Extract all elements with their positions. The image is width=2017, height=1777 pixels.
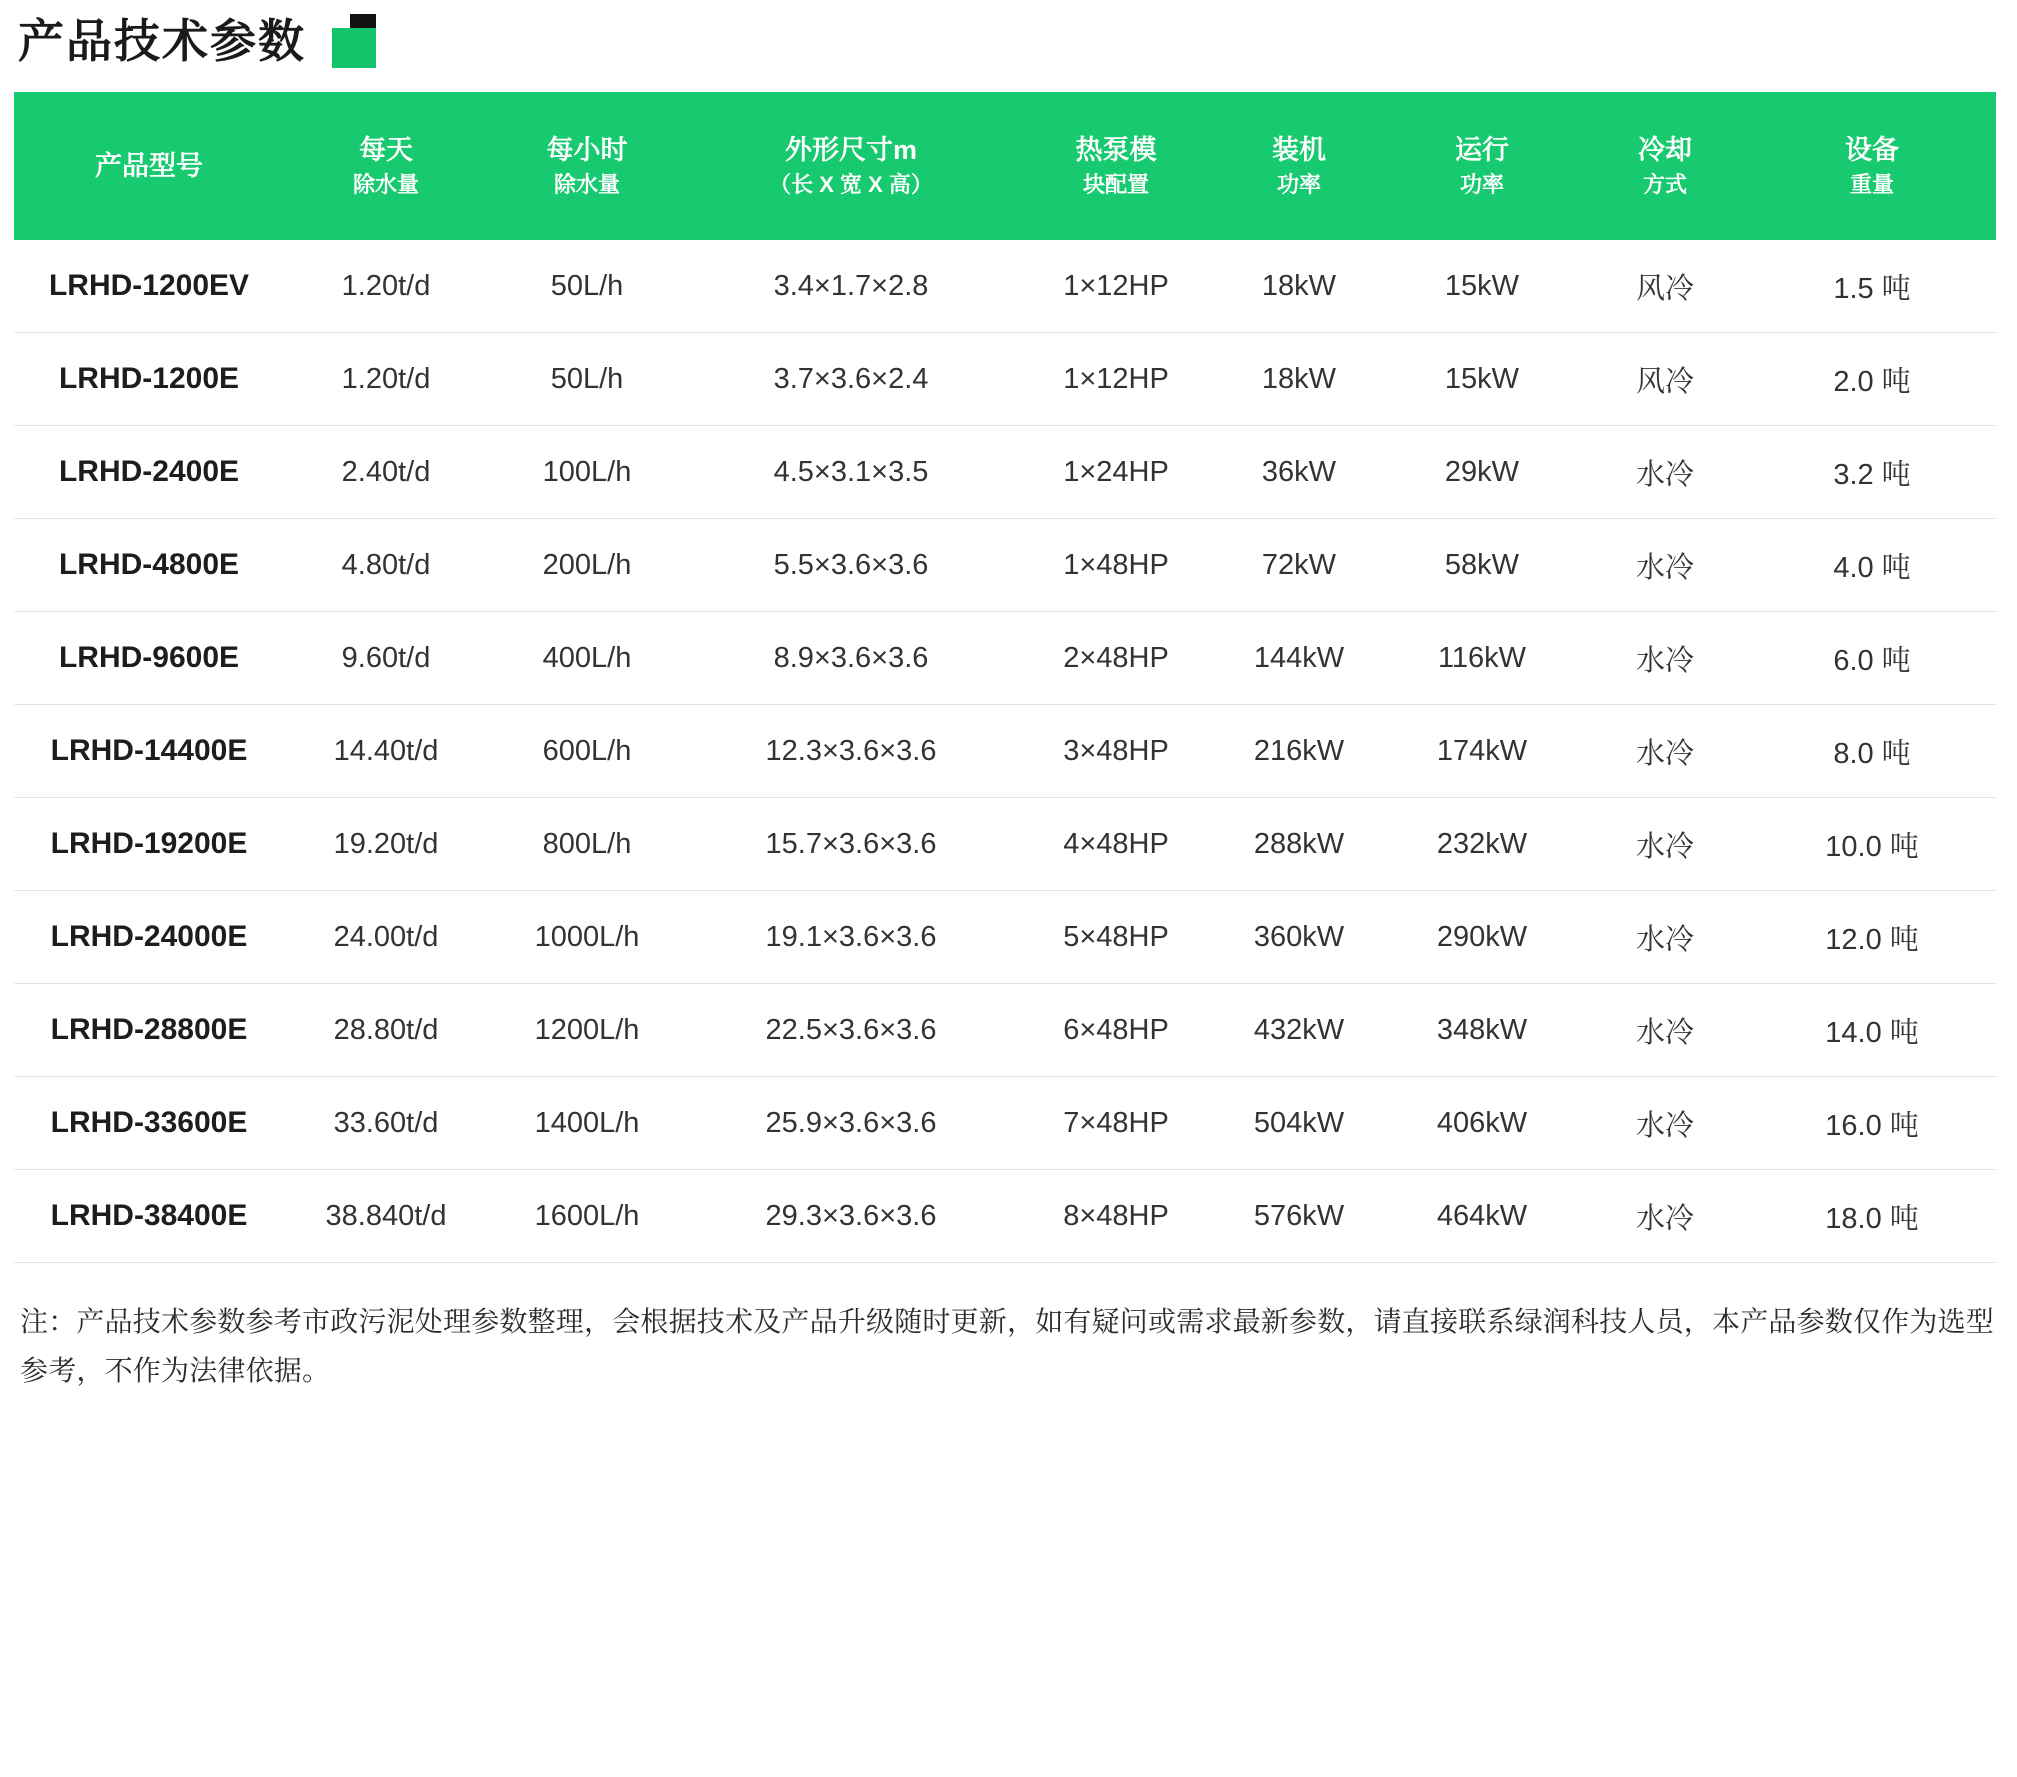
cell-module: 2×48HP	[1016, 612, 1216, 705]
column-header-operating-power: 运行 功率	[1382, 92, 1582, 240]
cell-hourly: 1400L/h	[488, 1077, 686, 1170]
cell-hourly: 1600L/h	[488, 1170, 686, 1263]
cell-cooling: 水冷	[1582, 426, 1748, 519]
cell-dimensions: 3.4×1.7×2.8	[686, 240, 1016, 333]
cell-hourly: 1000L/h	[488, 891, 686, 984]
cell-hourly: 100L/h	[488, 426, 686, 519]
cell-cooling: 水冷	[1582, 705, 1748, 798]
cell-module: 6×48HP	[1016, 984, 1216, 1077]
cell-module: 3×48HP	[1016, 705, 1216, 798]
cell-dimensions: 4.5×3.1×3.5	[686, 426, 1016, 519]
cell-installed-power: 576kW	[1216, 1170, 1382, 1263]
page-title: 产品技术参数	[18, 15, 306, 67]
footnote: 注：产品技术参数参考市政污泥处理参数整理，会根据技术及产品升级随时更新，如有疑问或需求最新参数，请直接联系绿润科技人员，本产品参数仅作为选型参考，不作为法律依据。	[20, 1306, 1995, 1386]
cell-module: 1×12HP	[1016, 333, 1216, 426]
cell-module: 1×24HP	[1016, 426, 1216, 519]
cell-operating-power: 348kW	[1382, 984, 1582, 1077]
decorative-square-mark	[332, 14, 400, 68]
cell-cooling: 水冷	[1582, 612, 1748, 705]
cell-operating-power: 116kW	[1382, 612, 1582, 705]
cell-weight: 16.0 吨	[1748, 1077, 1996, 1170]
cell-operating-power: 464kW	[1382, 1170, 1582, 1263]
cell-daily: 1.20t/d	[284, 240, 488, 333]
table-row	[14, 705, 1996, 798]
cell-model: LRHD-24000E	[14, 891, 284, 984]
column-header-hourly-water-removal: 每小时 除水量	[488, 92, 686, 240]
cell-module: 1×12HP	[1016, 240, 1216, 333]
table-row	[14, 1077, 1996, 1170]
cell-dimensions: 5.5×3.6×3.6	[686, 519, 1016, 612]
cell-weight: 4.0 吨	[1748, 519, 1996, 612]
cell-cooling: 风冷	[1582, 240, 1748, 333]
cell-model: LRHD-4800E	[14, 519, 284, 612]
cell-dimensions: 12.3×3.6×3.6	[686, 705, 1016, 798]
column-header-equipment-weight: 设备 重量	[1748, 92, 1996, 240]
table-row	[14, 519, 1996, 612]
cell-hourly: 200L/h	[488, 519, 686, 612]
column-header-cooling-method: 冷却 方式	[1582, 92, 1748, 240]
table-row	[14, 426, 1996, 519]
spec-table-body	[14, 240, 1996, 1263]
table-row	[14, 612, 1996, 705]
cell-installed-power: 432kW	[1216, 984, 1382, 1077]
column-header-daily-water-removal: 每天 除水量	[284, 92, 488, 240]
cell-installed-power: 18kW	[1216, 333, 1382, 426]
spec-table	[14, 92, 1996, 1263]
cell-module: 7×48HP	[1016, 1077, 1216, 1170]
cell-model: LRHD-14400E	[14, 705, 284, 798]
cell-hourly: 50L/h	[488, 333, 686, 426]
cell-dimensions: 22.5×3.6×3.6	[686, 984, 1016, 1077]
cell-operating-power: 15kW	[1382, 240, 1582, 333]
table-row	[14, 240, 1996, 333]
cell-cooling: 水冷	[1582, 798, 1748, 891]
page-title-row	[14, 0, 2003, 82]
cell-operating-power: 174kW	[1382, 705, 1582, 798]
cell-dimensions: 8.9×3.6×3.6	[686, 612, 1016, 705]
cell-model: LRHD-33600E	[14, 1077, 284, 1170]
cell-daily: 19.20t/d	[284, 798, 488, 891]
table-row	[14, 1170, 1996, 1263]
cell-weight: 18.0 吨	[1748, 1170, 1996, 1263]
table-row	[14, 984, 1996, 1077]
cell-module: 8×48HP	[1016, 1170, 1216, 1263]
cell-installed-power: 360kW	[1216, 891, 1382, 984]
cell-model: LRHD-28800E	[14, 984, 284, 1077]
cell-module: 5×48HP	[1016, 891, 1216, 984]
cell-operating-power: 232kW	[1382, 798, 1582, 891]
cell-weight: 10.0 吨	[1748, 798, 1996, 891]
cell-module: 1×48HP	[1016, 519, 1216, 612]
cell-dimensions: 3.7×3.6×2.4	[686, 333, 1016, 426]
cell-weight: 12.0 吨	[1748, 891, 1996, 984]
cell-daily: 38.840t/d	[284, 1170, 488, 1263]
header-row	[14, 92, 1996, 240]
cell-daily: 9.60t/d	[284, 612, 488, 705]
cell-model: LRHD-1200E	[14, 333, 284, 426]
cell-daily: 2.40t/d	[284, 426, 488, 519]
cell-operating-power: 406kW	[1382, 1077, 1582, 1170]
cell-module: 4×48HP	[1016, 798, 1216, 891]
cell-cooling: 水冷	[1582, 891, 1748, 984]
table-row	[14, 798, 1996, 891]
cell-model: LRHD-19200E	[14, 798, 284, 891]
green-square-icon	[332, 28, 376, 68]
cell-weight: 8.0 吨	[1748, 705, 1996, 798]
cell-operating-power: 29kW	[1382, 426, 1582, 519]
cell-cooling: 风冷	[1582, 333, 1748, 426]
cell-hourly: 50L/h	[488, 240, 686, 333]
cell-model: LRHD-9600E	[14, 612, 284, 705]
cell-dimensions: 19.1×3.6×3.6	[686, 891, 1016, 984]
cell-daily: 1.20t/d	[284, 333, 488, 426]
cell-weight: 6.0 吨	[1748, 612, 1996, 705]
cell-dimensions: 15.7×3.6×3.6	[686, 798, 1016, 891]
cell-cooling: 水冷	[1582, 1170, 1748, 1263]
cell-daily: 4.80t/d	[284, 519, 488, 612]
column-header-model: 产品型号	[14, 92, 284, 240]
table-row	[14, 333, 1996, 426]
cell-daily: 28.80t/d	[284, 984, 488, 1077]
cell-operating-power: 290kW	[1382, 891, 1582, 984]
cell-hourly: 400L/h	[488, 612, 686, 705]
cell-hourly: 800L/h	[488, 798, 686, 891]
cell-hourly: 600L/h	[488, 705, 686, 798]
cell-weight: 2.0 吨	[1748, 333, 1996, 426]
cell-model: LRHD-2400E	[14, 426, 284, 519]
cell-daily: 14.40t/d	[284, 705, 488, 798]
cell-installed-power: 216kW	[1216, 705, 1382, 798]
cell-cooling: 水冷	[1582, 1077, 1748, 1170]
cell-installed-power: 504kW	[1216, 1077, 1382, 1170]
cell-installed-power: 144kW	[1216, 612, 1382, 705]
cell-operating-power: 15kW	[1382, 333, 1582, 426]
cell-weight: 1.5 吨	[1748, 240, 1996, 333]
table-row	[14, 891, 1996, 984]
cell-installed-power: 72kW	[1216, 519, 1382, 612]
cell-model: LRHD-1200EV	[14, 240, 284, 333]
cell-dimensions: 29.3×3.6×3.6	[686, 1170, 1016, 1263]
column-header-heat-pump-module: 热泵模 块配置	[1016, 92, 1216, 240]
cell-installed-power: 36kW	[1216, 426, 1382, 519]
cell-cooling: 水冷	[1582, 519, 1748, 612]
column-header-installed-power: 装机 功率	[1216, 92, 1382, 240]
column-header-dimensions: 外形尺寸m （长 X 宽 X 高）	[686, 92, 1016, 240]
spec-table-header	[14, 92, 1996, 240]
cell-installed-power: 18kW	[1216, 240, 1382, 333]
cell-daily: 33.60t/d	[284, 1077, 488, 1170]
cell-model: LRHD-38400E	[14, 1170, 284, 1263]
cell-operating-power: 58kW	[1382, 519, 1582, 612]
cell-hourly: 1200L/h	[488, 984, 686, 1077]
cell-installed-power: 288kW	[1216, 798, 1382, 891]
cell-dimensions: 25.9×3.6×3.6	[686, 1077, 1016, 1170]
cell-cooling: 水冷	[1582, 984, 1748, 1077]
cell-weight: 3.2 吨	[1748, 426, 1996, 519]
cell-daily: 24.00t/d	[284, 891, 488, 984]
cell-weight: 14.0 吨	[1748, 984, 1996, 1077]
